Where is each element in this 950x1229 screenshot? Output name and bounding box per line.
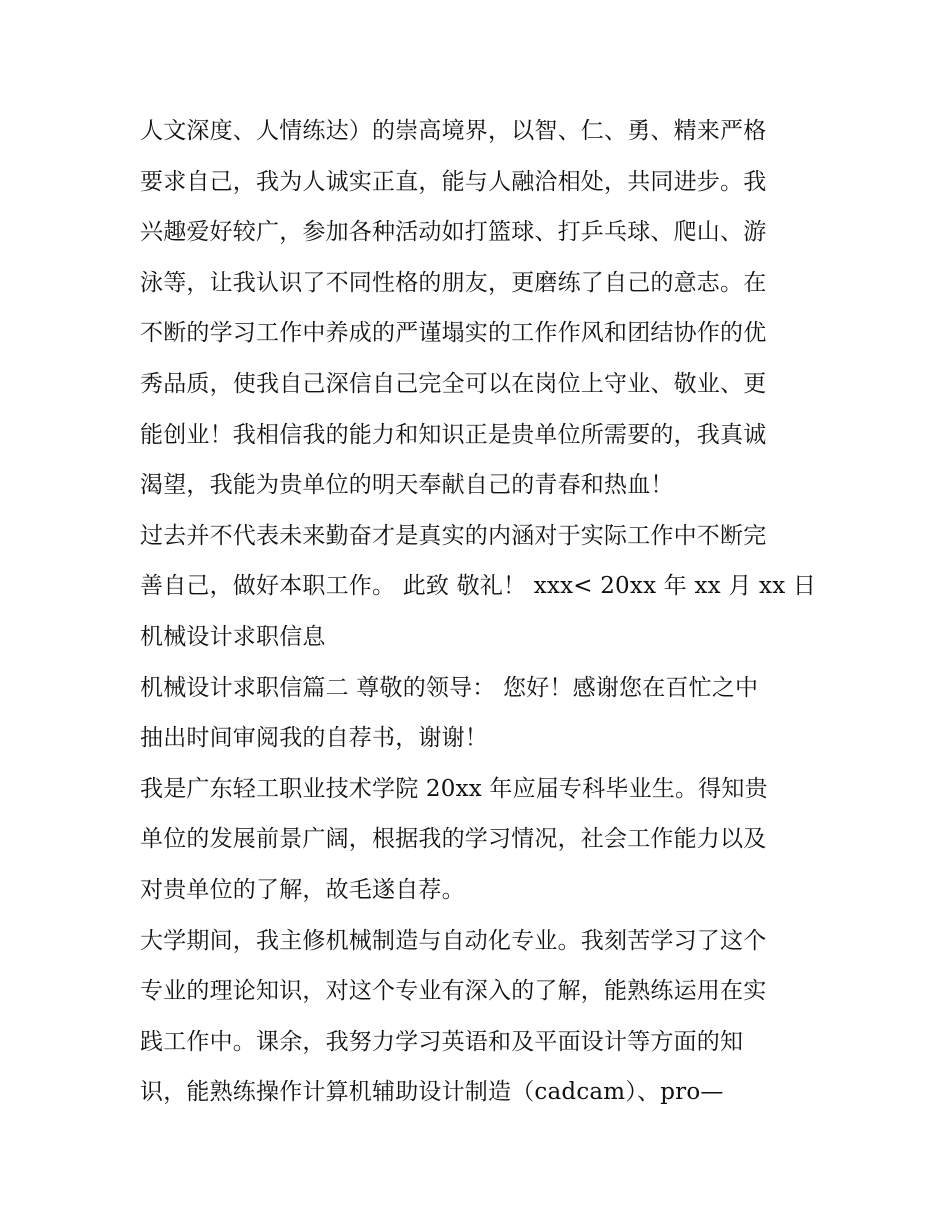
text-line: 过去并不代表未来勤奋才是真实的内涵对于实际工作中不断完	[140, 522, 767, 549]
text-line: 专业的理论知识，对这个专业有深入的了解，能熟练运用在实	[140, 978, 767, 1005]
text-line: 人文深度、人情练达）的崇高境界，以智、仁、勇、精来严格	[140, 118, 767, 144]
text-line: 能创业！我相信我的能力和知识正是贵单位所需要的，我真诚	[140, 421, 767, 448]
text-line: 兴趣爱好较广，参加各种活动如打篮球、打乒乓球、爬山、游	[140, 219, 767, 246]
text-line: 要求自己，我为人诚实正直，能与人融洽相处，共同进步。我	[140, 168, 767, 195]
text-line: 善自己，做好本职工作。 此致 敬礼！ xxx< 20xx 年 xx 月 xx 日	[140, 573, 817, 600]
text-line: 泳等，让我认识了不同性格的朋友，更磨练了自己的意志。在	[140, 269, 767, 296]
text-line: 对贵单位的了解，故毛遂自荐。	[140, 876, 465, 903]
document-body	[140, 106, 820, 1118]
text-line: 秀品质，使我自己深信自己完全可以在岗位上守业、敬业、更	[140, 370, 767, 397]
text-line: 渴望，我能为贵单位的明天奉献自己的青春和热血！	[140, 472, 674, 499]
text-line: 单位的发展前景广阔，根据我的学习情况，社会工作能力以及	[140, 826, 767, 853]
text-line: 抽出时间审阅我的自荐书，谢谢！	[140, 725, 488, 752]
text-line: 践工作中。课余，我努力学习英语和及平面设计等方面的知	[140, 1028, 744, 1055]
text-line: 识，能熟练操作计算机辅助设计制造（cadcam）、pro—	[140, 1079, 724, 1106]
text-line: 机械设计求职信篇二 尊敬的领导： 您好！感谢您在百忙之中	[140, 674, 759, 701]
text-line: 我是广东轻工职业技术学院 20xx 年应届专科毕业生。得知贵	[140, 775, 768, 802]
text-line: 大学期间，我主修机械制造与自动化专业。我刻苦学习了这个	[140, 927, 767, 954]
text-line: 不断的学习工作中养成的严谨塌实的工作作风和团结协作的优	[140, 320, 767, 347]
section-heading: 机械设计求职信息	[140, 623, 326, 650]
